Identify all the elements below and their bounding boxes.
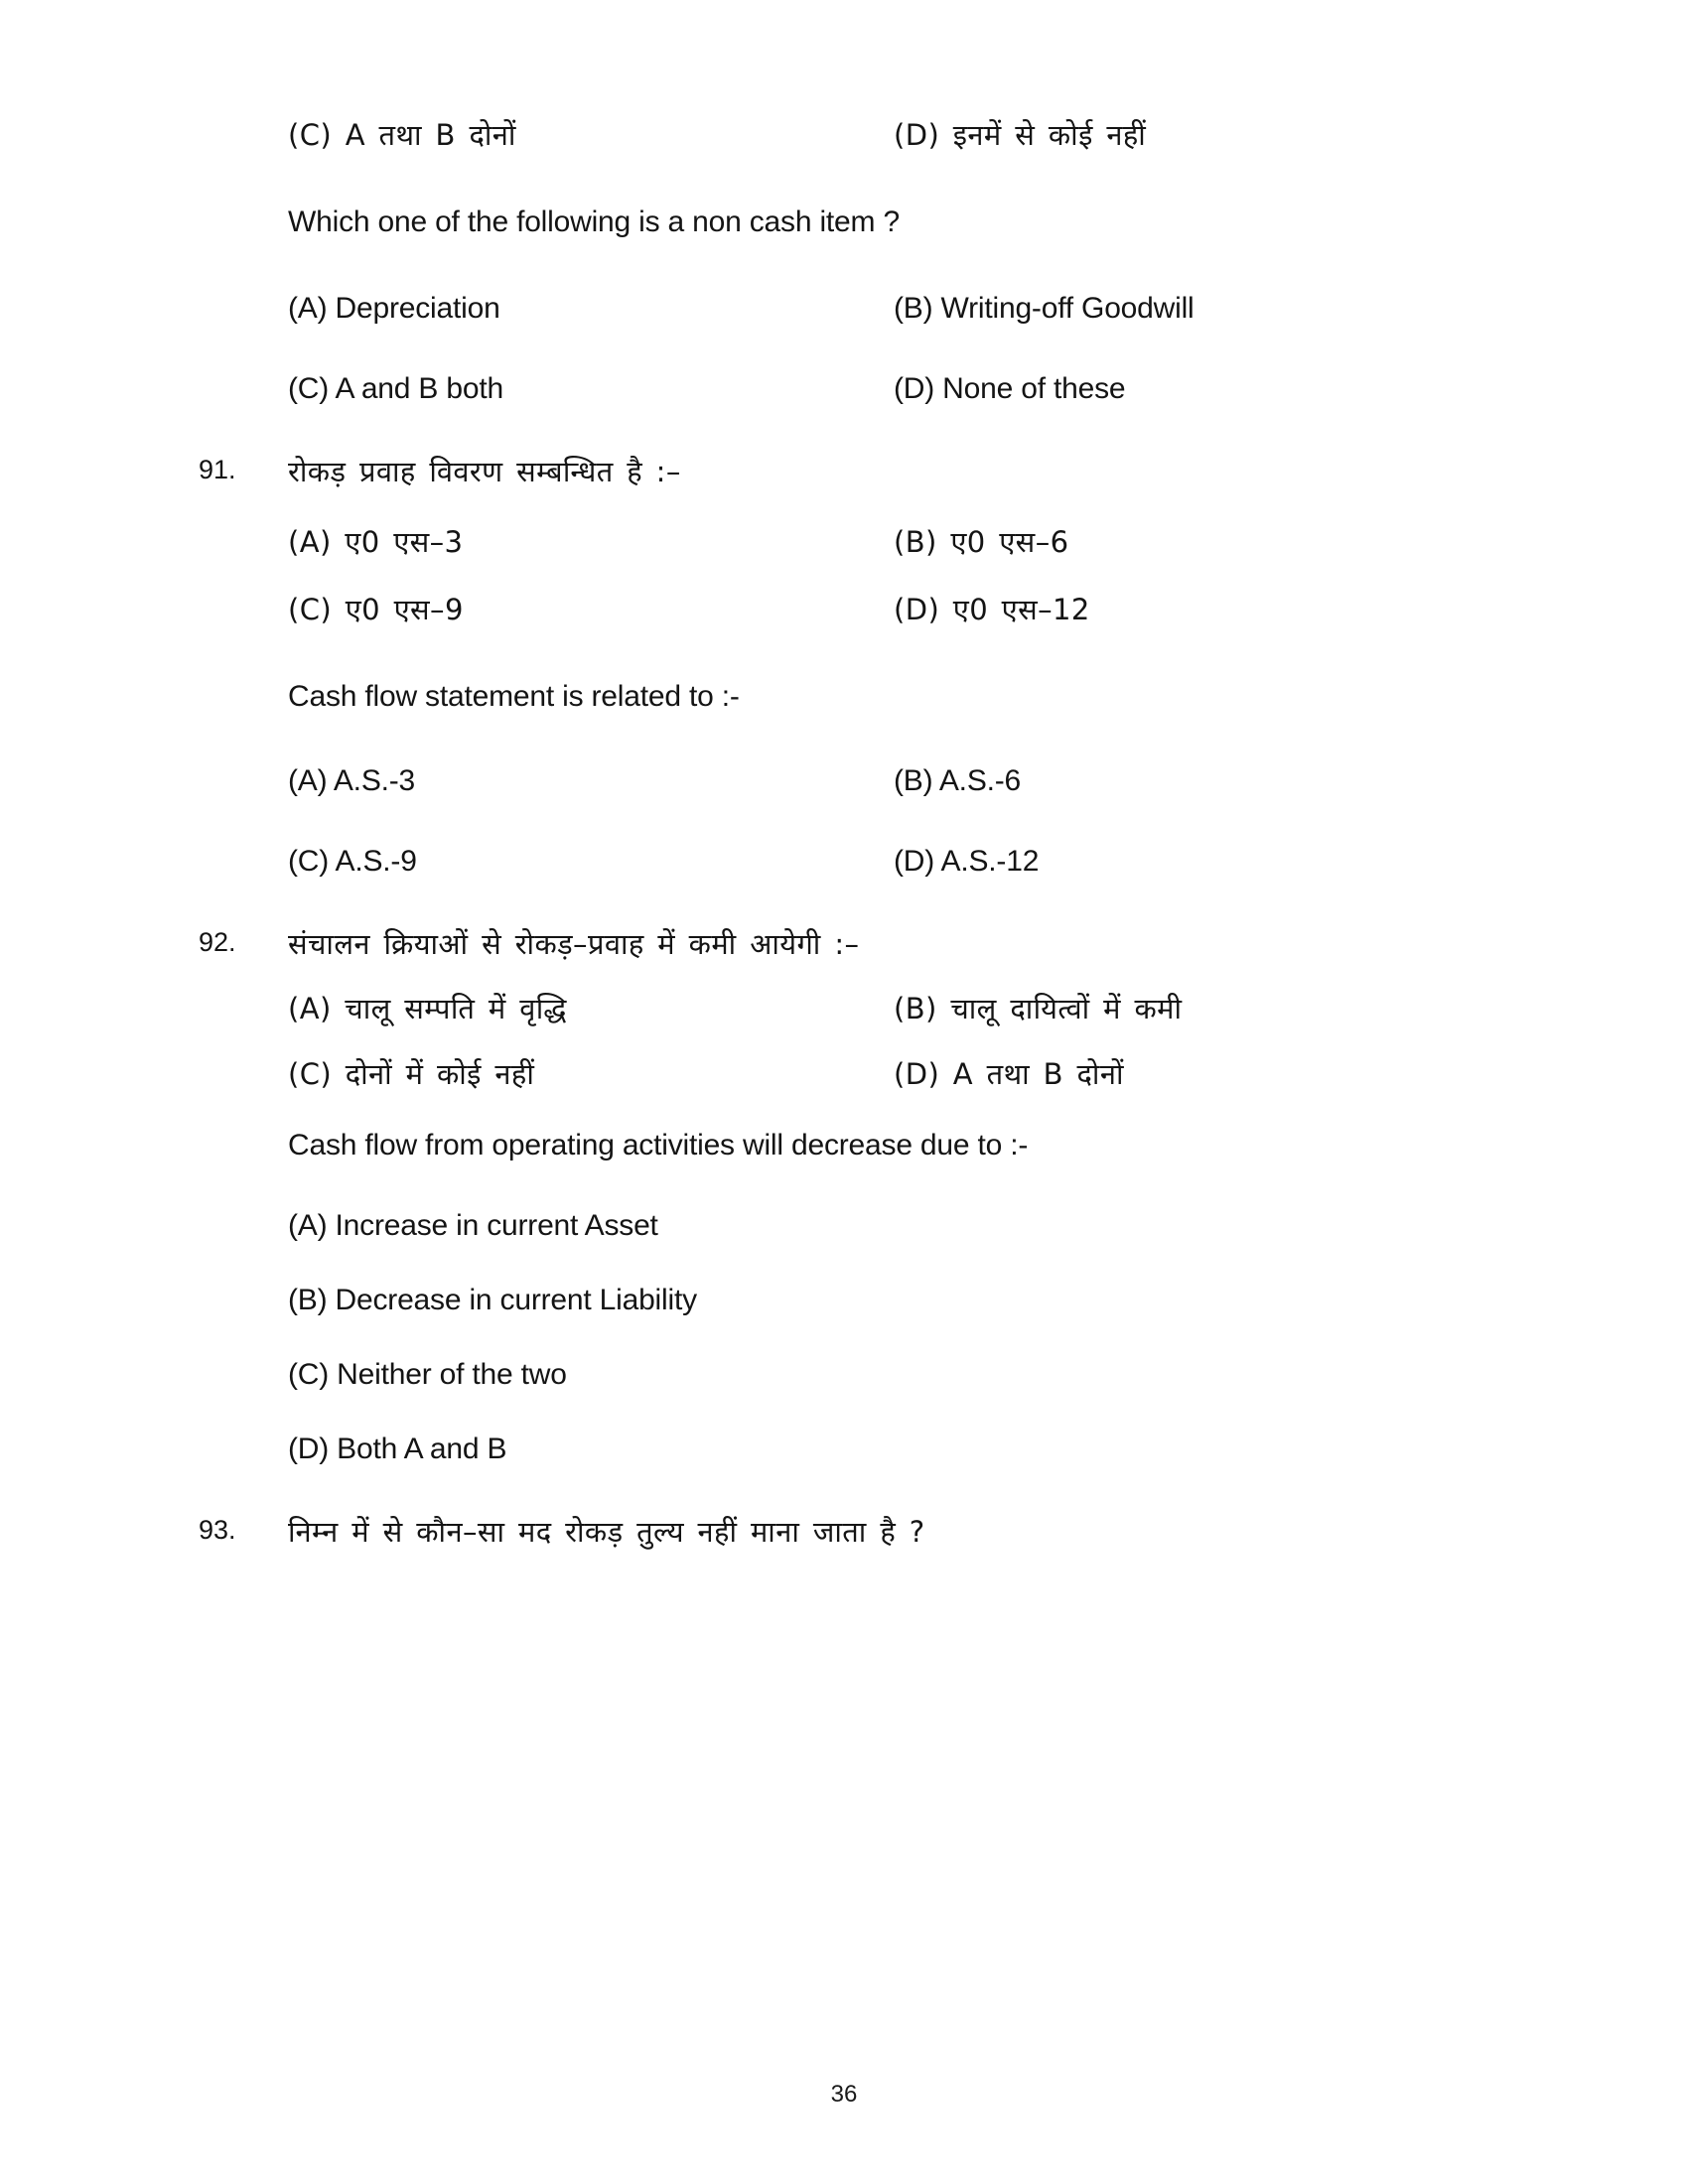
question-93-hindi-text: निम्न में से कौन–सा मद रोकड़ तुल्य नहीं माना जाता है ?	[288, 1514, 925, 1549]
question-93-hindi-stem-row	[179, 1514, 1499, 1552]
option-d: (D) None of these	[894, 371, 1126, 405]
option-c: (C) A.S.-9	[288, 844, 417, 878]
question-91-english-text: Cash flow statement is related to :-	[288, 679, 740, 713]
question-92-english-option-d-row	[179, 1430, 1499, 1468]
question-93-number: 93.	[199, 1514, 236, 1545]
question-90-hindi-options-row	[179, 117, 1499, 155]
question-91-english-stem-row	[179, 677, 1499, 716]
page-content	[179, 0, 1499, 1552]
question-92-english-option-c-row	[179, 1355, 1499, 1394]
question-92-number: 92.	[199, 926, 236, 957]
question-92-english-stem-row	[179, 1126, 1499, 1164]
option-c: (C) A तथा B दोनों	[288, 118, 516, 152]
option-b: (B) A.S.-6	[894, 763, 1022, 797]
question-91-english-options-cd-row	[179, 842, 1499, 881]
question-92-hindi-stem-row	[179, 926, 1499, 964]
option-d: (D) Both A and B	[288, 1432, 507, 1465]
question-91-hindi-text: रोकड़ प्रवाह विवरण सम्बन्धित है :–	[288, 454, 681, 488]
question-92-hindi-text: संचालन क्रियाओं से रोकड़–प्रवाह में कमी आयेगी :–	[288, 926, 860, 961]
question-92-english-option-b-row	[179, 1281, 1499, 1319]
question-92-english-text: Cash flow from operating activities will decrease due to :-	[288, 1128, 1029, 1161]
option-a: (A) Increase in current Asset	[288, 1208, 658, 1242]
option-c: (C) ए0 एस–9	[288, 593, 464, 627]
question-92-hindi-options-cd-row	[179, 1056, 1499, 1094]
option-c: (C) दोनों में कोई नहीं	[288, 1057, 535, 1092]
option-a: (A) चालू सम्पति में वृद्धि	[288, 992, 567, 1026]
option-a: (A) Depreciation	[288, 291, 500, 325]
question-91-english-options-ab-row	[179, 761, 1499, 800]
option-b: (B) ए0 एस–6	[894, 525, 1069, 560]
question-92-english-option-a-row	[179, 1206, 1499, 1245]
question-90-english-options-cd-row	[179, 369, 1499, 408]
question-90-english-text: Which one of the following is a non cash item ?	[288, 205, 900, 238]
option-d: (D) ए0 एस–12	[894, 593, 1090, 627]
question-91-hindi-stem-row	[179, 454, 1499, 491]
question-92-hindi-options-ab-row	[179, 991, 1499, 1028]
option-b: (B) चालू दायित्वों में कमी	[894, 992, 1183, 1026]
question-91-number: 91.	[199, 454, 236, 484]
question-90-english-stem-row	[179, 203, 1499, 241]
question-91-hindi-options-ab-row	[179, 524, 1499, 562]
option-c: (C) A and B both	[288, 371, 503, 405]
option-d: (D) इनमें से कोई नहीं	[894, 118, 1147, 152]
question-91-hindi-options-cd-row	[179, 592, 1499, 629]
option-d: (D) A तथा B दोनों	[894, 1057, 1124, 1092]
option-d: (D) A.S.-12	[894, 844, 1040, 878]
option-a: (A) ए0 एस–3	[288, 525, 464, 560]
option-b: (B) Writing-off Goodwill	[894, 291, 1195, 325]
option-a: (A) A.S.-3	[288, 763, 416, 797]
option-b: (B) Decrease in current Liability	[288, 1283, 697, 1316]
option-c: (C) Neither of the two	[288, 1357, 567, 1391]
question-90-english-options-ab-row	[179, 289, 1499, 328]
page-number: 36	[830, 2081, 858, 2108]
